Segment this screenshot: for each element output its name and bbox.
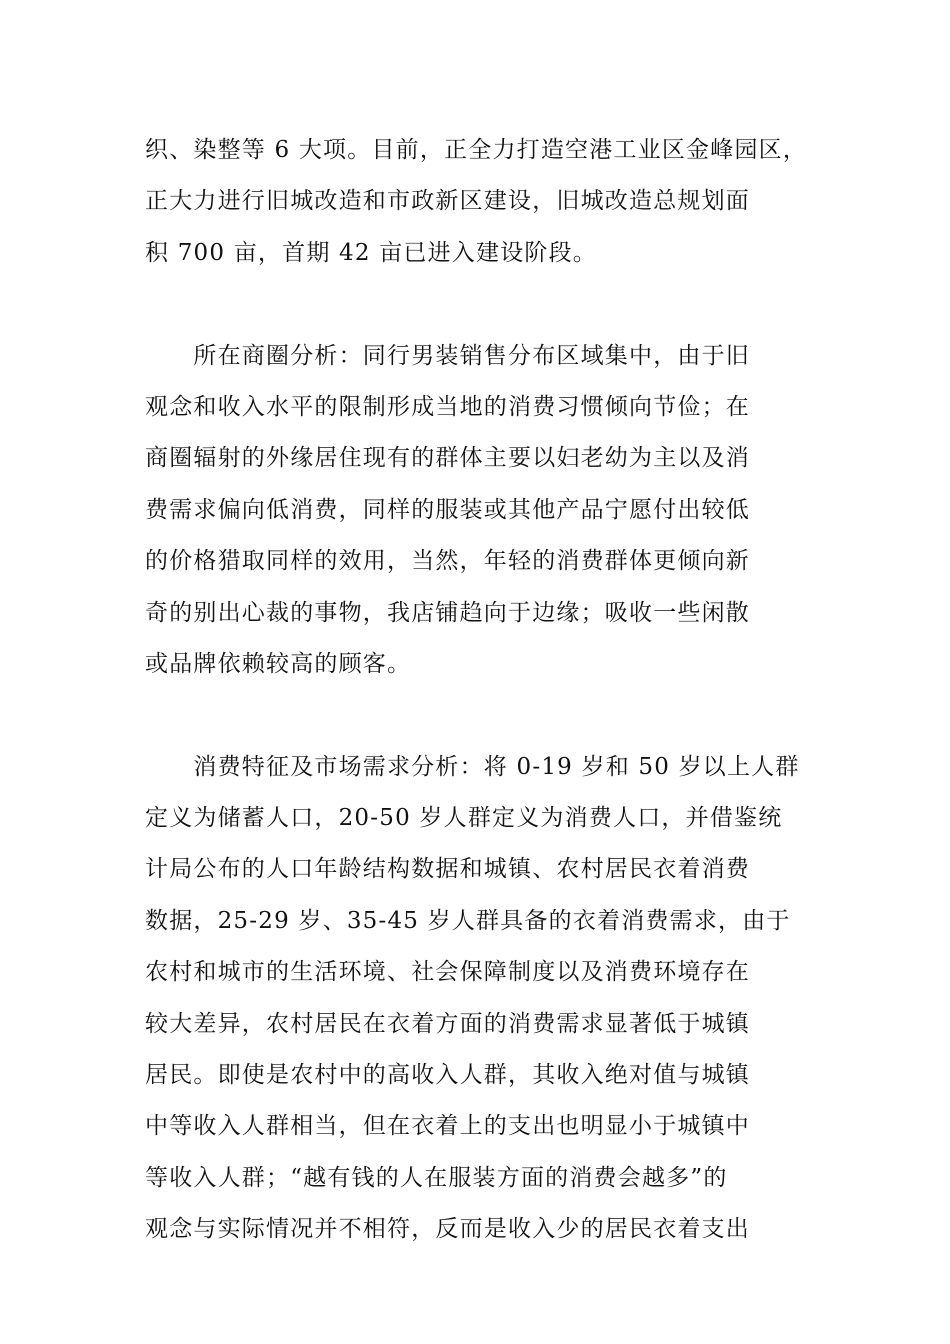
text-line: 所在商圈分析：同行男装销售分布区域集中，由于旧 — [145, 342, 750, 369]
text-line: 或品牌依赖较高的顾客。 — [145, 650, 412, 677]
text-line: 观念和收入水平的限制形成当地的消费习惯倾向节俭；在 — [145, 393, 750, 420]
paragraph-consumption-demand-analysis — [145, 742, 813, 1256]
text-line: 数据，25-29 岁、35-45 岁人群具备的衣着消费需求，由于 — [145, 907, 791, 934]
document-body — [145, 125, 813, 1256]
text-line: 居民。即使是农村中的高收入人群，其收入绝对值与城镇 — [145, 1062, 750, 1089]
paragraph-spacer — [145, 690, 813, 741]
paragraph-trade-area-analysis — [145, 331, 813, 691]
text-line: 中等收入人群相当，但在衣着上的支出也明显小于城镇中 — [145, 1113, 750, 1140]
text-line: 商圈辐射的外缘居住现有的群体主要以妇老幼为主以及消 — [145, 445, 750, 472]
text-line: 正大力进行旧城改造和市政新区建设，旧城改造总规划面 — [145, 188, 750, 215]
text-line: 奇的别出心裁的事物，我店铺趋向于边缘；吸收一些闲散 — [145, 599, 750, 626]
text-line: 的价格猎取同样的效用，当然，年轻的消费群体更倾向新 — [145, 548, 750, 575]
text-line: 费需求偏向低消费，同样的服装或其他产品宁愿付出较低 — [145, 496, 750, 523]
text-line: 积 700 亩，首期 42 亩已进入建设阶段。 — [145, 239, 598, 266]
text-line: 等收入人群；“越有钱的人在服装方面的消费会越多”的 — [145, 1164, 728, 1191]
paragraph-development-overview — [145, 125, 813, 279]
paragraph-spacer — [145, 279, 813, 330]
text-line: 计局公布的人口年龄结构数据和城镇、农村居民衣着消费 — [145, 856, 750, 883]
text-line: 定义为储蓄人口，20-50 岁人群定义为消费人口，并借鉴统 — [145, 805, 783, 832]
text-line: 织、染整等 6 大项。目前，正全力打造空港工业区金峰园区， — [145, 137, 808, 163]
text-line: 观念与实际情况并不相符，反而是收入少的居民衣着支出 — [145, 1216, 750, 1243]
text-line: 较大差异，农村居民在衣着方面的消费需求显著低于城镇 — [145, 1010, 750, 1037]
text-line: 农村和城市的生活环境、社会保障制度以及消费环境存在 — [145, 959, 750, 986]
text-line: 消费特征及市场需求分析：将 0-19 岁和 50 岁以上人群 — [145, 753, 800, 780]
